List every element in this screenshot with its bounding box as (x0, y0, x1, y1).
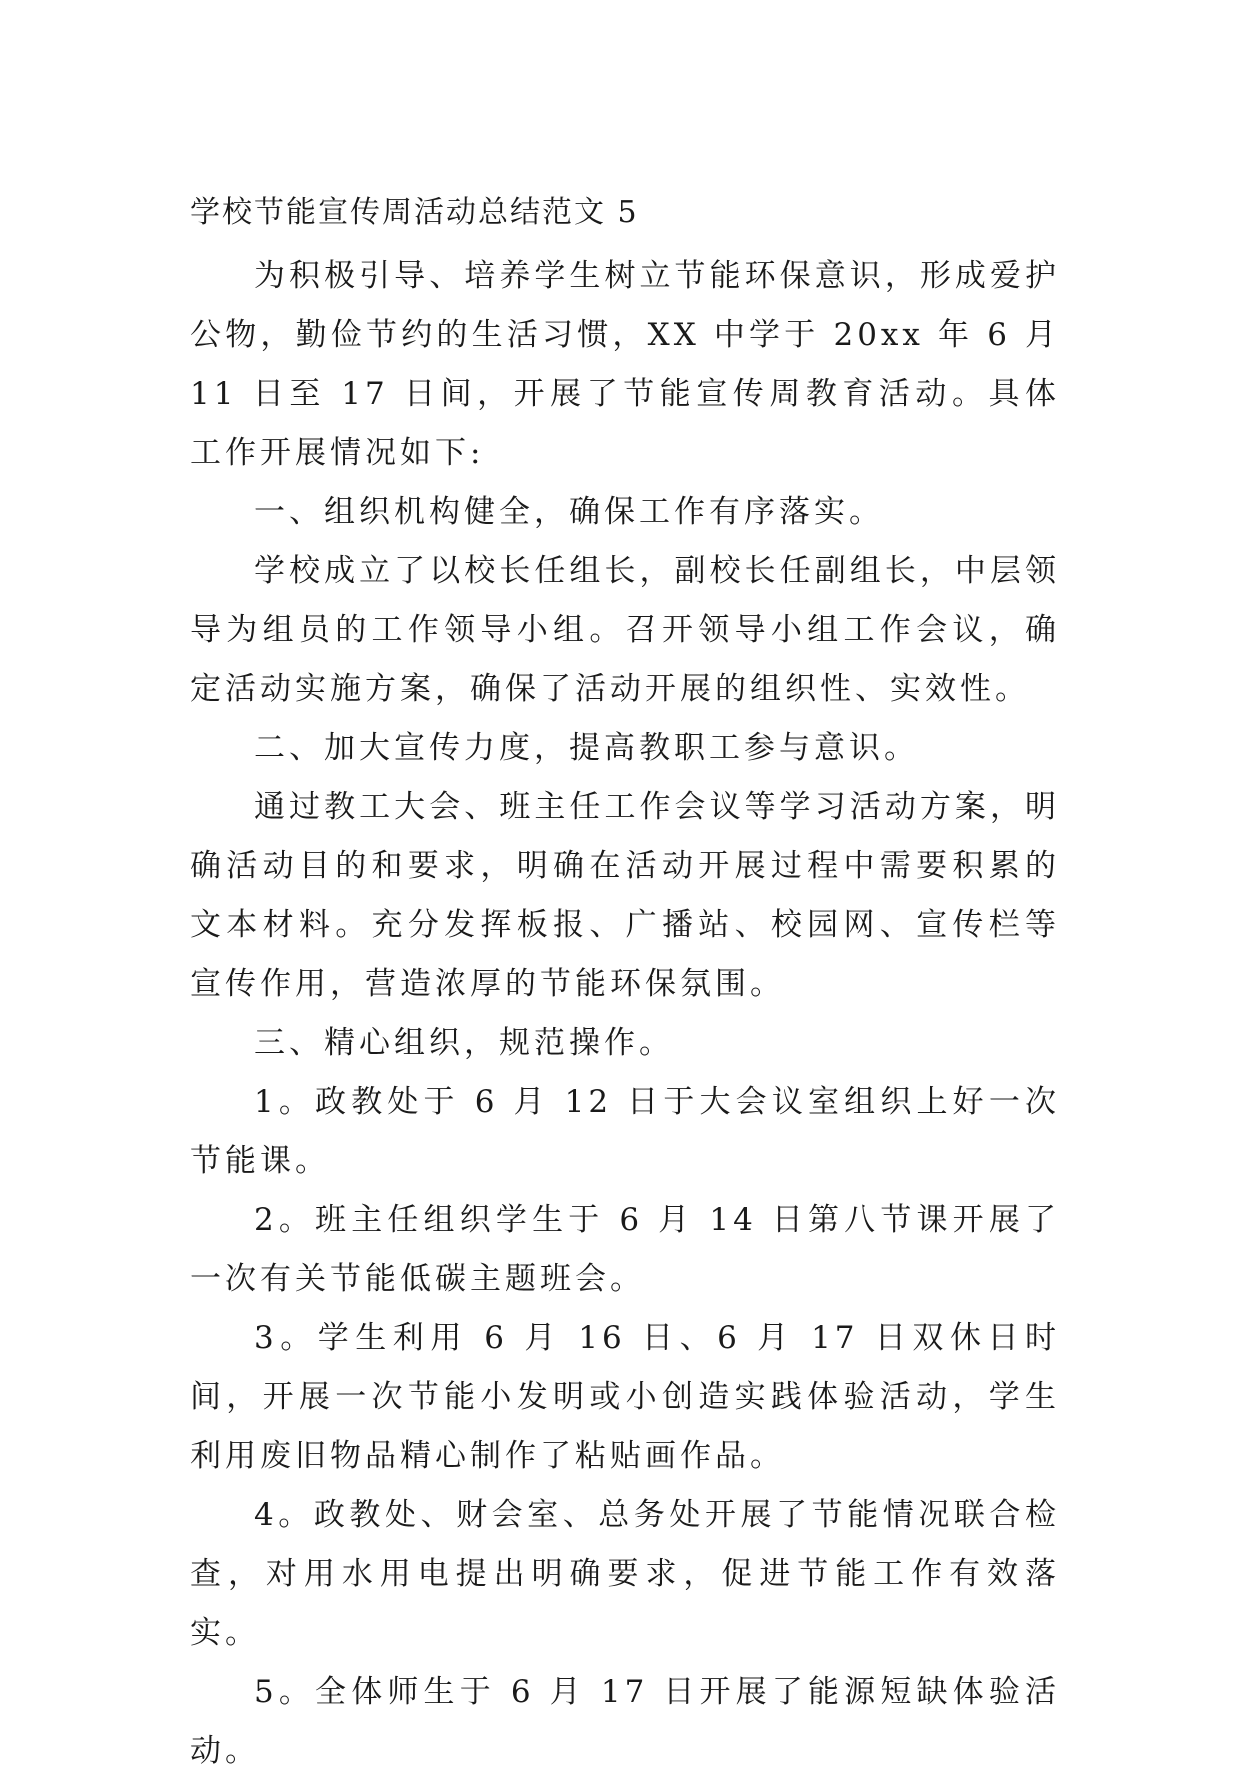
paragraph-section-1: 学校成立了以校长任组长，副校长任副组长，中层领导为组员的工作领导小组。召开领导小组工作会议，确定活动实施方案，确保了活动开展的组织性、实效性。 (190, 553, 1060, 707)
heading-section-1: 一、组织机构健全，确保工作有序落实。 (254, 494, 884, 530)
document-title: 学校节能宣传周活动总结范文 5 (190, 195, 639, 230)
list-item-3: 3。学生利用 6 月 16 日、6 月 17 日双休日时间，开展一次节能小发明或小创造实践体验活动，学生利用废旧物品精心制作了粘贴画作品。 (190, 1320, 1060, 1474)
heading-section-3: 三、精心组织，规范操作。 (254, 1025, 674, 1061)
paragraph-intro: 为积极引导、培养学生树立节能环保意识，形成爱护公物，勤俭节约的生活习惯，XX 中学于 20xx 年 6 月 11 日至 17 日间，开展了节能宣传周教育活动。具体工作开展情况如下: (190, 258, 1060, 471)
list-item-2: 2。班主任组织学生于 6 月 14 日第八节课开展了一次有关节能低碳主题班会。 (190, 1202, 1060, 1297)
list-item-5: 5。全体师生于 6 月 17 日开展了能源短缺体验活动。 (190, 1674, 1060, 1769)
list-item-1: 1。政教处于 6 月 12 日于大会议室组织上好一次节能课。 (190, 1084, 1060, 1179)
list-item-4: 4。政教处、财会室、总务处开展了节能情况联合检查，对用水用电提出明确要求，促进节能工作有效落实。 (190, 1497, 1060, 1651)
document-page (190, 0, 1060, 1769)
paragraph-section-2: 通过教工大会、班主任工作会议等学习活动方案，明确活动目的和要求，明确在活动开展过程中需要积累的文本材料。充分发挥板报、广播站、校园网、宣传栏等宣传作用，营造浓厚的节能环保氛围。 (190, 789, 1060, 1002)
heading-section-2: 二、加大宣传力度，提高教职工参与意识。 (254, 730, 919, 766)
document-body (190, 247, 1060, 1781)
